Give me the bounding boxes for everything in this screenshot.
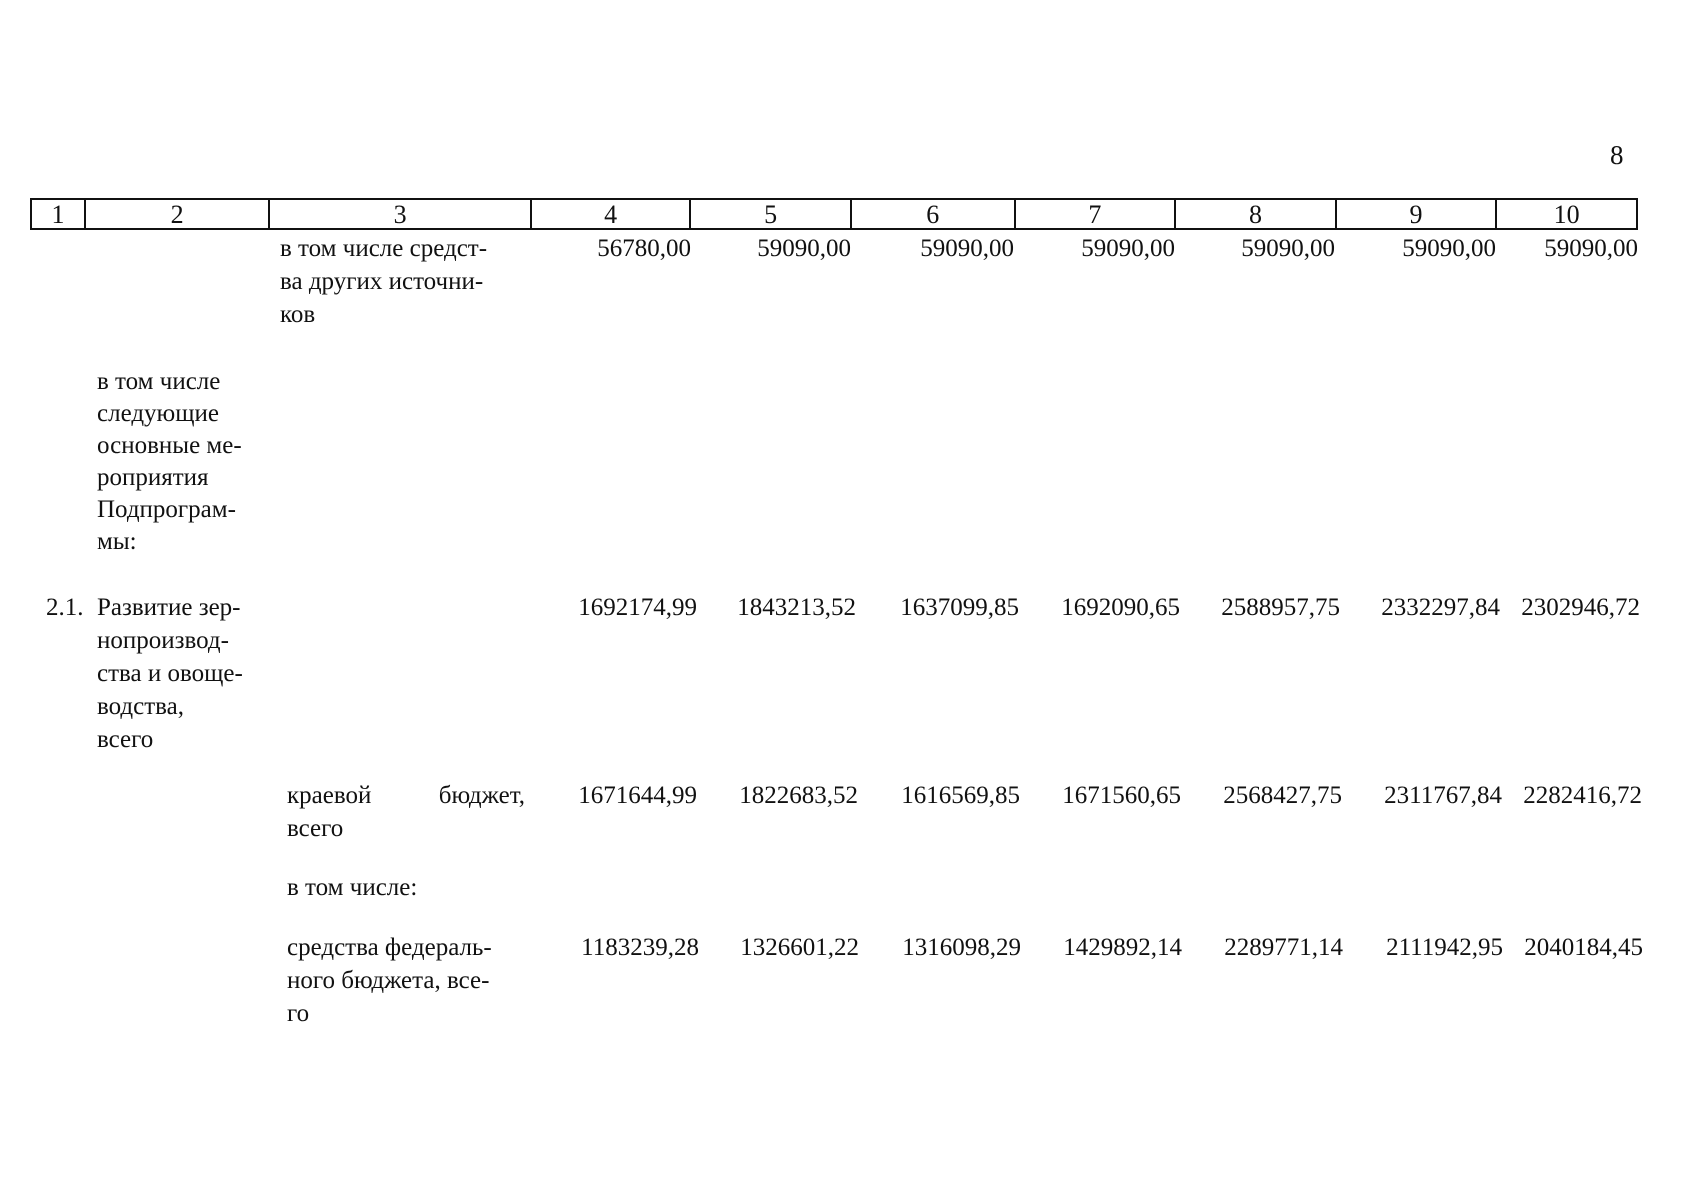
label-line: следующие: [97, 400, 219, 427]
header-cell-7: 7: [1016, 200, 1177, 228]
label-line: краевой бюджет,: [287, 782, 525, 809]
label-line: в том числе: [97, 368, 221, 395]
header-cell-2: 2: [86, 200, 271, 228]
value-cell: 1843213,52: [737, 594, 856, 621]
header-cell-9: 9: [1337, 200, 1498, 228]
label-line: всего: [287, 815, 344, 842]
label-line: ного бюджета, все-: [287, 967, 490, 994]
value-cell: 2111942,95: [1386, 934, 1503, 961]
value-cell: 59090,00: [920, 235, 1014, 262]
label-line: ков: [280, 301, 316, 328]
label-line: Развитие зер-: [97, 594, 241, 621]
label-line: основные ме-: [97, 432, 242, 459]
value-cell: 2568427,75: [1223, 782, 1342, 809]
value-cell: 2282416,72: [1523, 782, 1642, 809]
value-cell: 2332297,84: [1381, 594, 1500, 621]
label-line: водства,: [97, 693, 184, 720]
value-cell: 2588957,75: [1221, 594, 1340, 621]
value-cell: 1692090,65: [1061, 594, 1180, 621]
value-cell: 1822683,52: [739, 782, 858, 809]
value-cell: 1326601,22: [740, 934, 859, 961]
label-line: Подпрограм-: [97, 496, 236, 523]
label-line: в том числе средст-: [280, 235, 488, 262]
header-cell-10: 10: [1553, 200, 1580, 229]
value-cell: 1671560,65: [1062, 782, 1181, 809]
value-cell: 2311767,84: [1384, 782, 1502, 809]
label-line: го: [287, 1000, 310, 1027]
value-cell: 1637099,85: [900, 594, 1019, 621]
header-cell-1: 1: [32, 200, 86, 228]
header-cell-4: 4: [532, 200, 692, 228]
value-cell: 1671644,99: [578, 782, 697, 809]
label-line: ва других источни-: [280, 268, 484, 295]
header-cell-6: 6: [852, 200, 1016, 228]
value-cell: 59090,00: [1402, 235, 1496, 262]
value-cell: 1616569,85: [901, 782, 1020, 809]
value-cell: 59090,00: [757, 235, 851, 262]
value-cell: 2040184,45: [1524, 934, 1643, 961]
value-cell: 1692174,99: [578, 594, 697, 621]
value-cell: 1183239,28: [581, 934, 699, 961]
table-header-row: [30, 198, 1638, 230]
header-cell-3: 3: [270, 200, 531, 228]
label-line: средства федераль-: [287, 934, 492, 961]
value-cell: 56780,00: [597, 235, 691, 262]
label-line: ства и овоще-: [97, 660, 243, 687]
header-cell-8: 8: [1176, 200, 1337, 228]
row-including-label: в том числе:: [287, 874, 418, 901]
item-number: 2.1.: [46, 594, 84, 621]
label-line: роприятия: [97, 464, 209, 491]
value-cell: 1429892,14: [1063, 934, 1182, 961]
header-cell-5: 5: [691, 200, 852, 228]
value-cell: 1316098,29: [902, 934, 1021, 961]
value-cell: 2289771,14: [1224, 934, 1343, 961]
page-number: 8: [1610, 140, 1624, 170]
value-cell: 2302946,72: [1521, 594, 1640, 621]
value-cell: 59090,00: [1544, 235, 1638, 262]
label-line: мы:: [97, 528, 137, 555]
value-cell: 59090,00: [1081, 235, 1175, 262]
label-line: нопроизвод-: [97, 627, 229, 654]
label-line: всего: [97, 726, 154, 753]
value-cell: 59090,00: [1241, 235, 1335, 262]
